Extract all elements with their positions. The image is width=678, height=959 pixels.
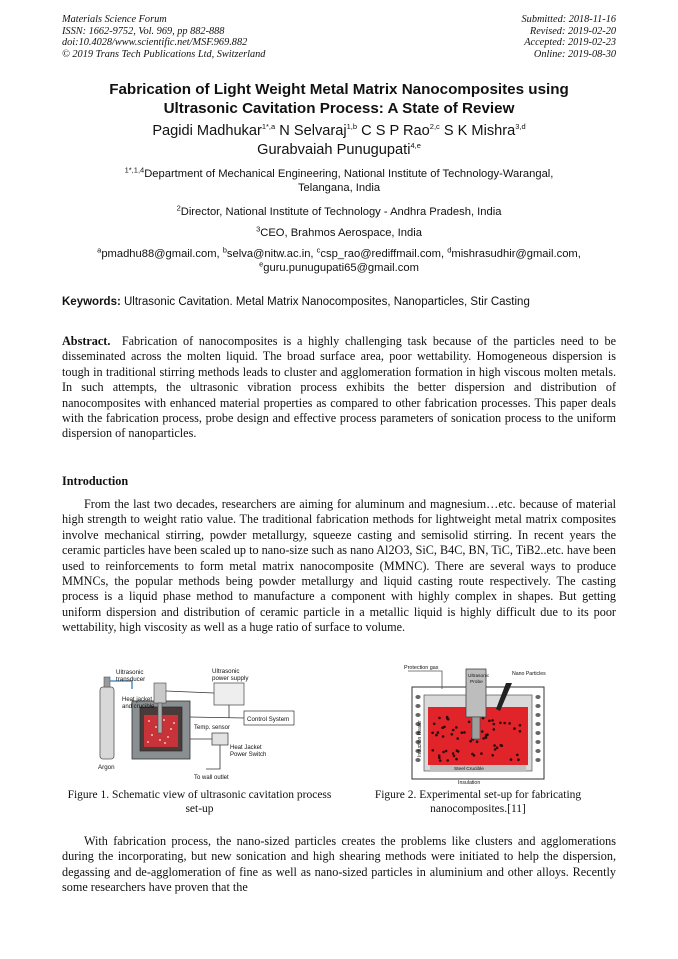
power-supply-box xyxy=(214,683,244,705)
nanoparticle-dot xyxy=(439,759,442,762)
nanoparticle-dot xyxy=(455,758,458,761)
nanoparticle-dot xyxy=(476,740,479,743)
author-sup: 1,b xyxy=(346,122,358,132)
nanoparticle-dot xyxy=(468,721,471,724)
svg-text:Ultrasonic: Ultrasonic xyxy=(212,668,240,675)
author-emails: $^a$pmadhu88@gmail.com, $^b$selva@nitw.ac.in, $^c$csp_rao@rediffmail.com, $^d$mishrasudhir@gmail.com, $^e$guru.punugupati65@gmail.com xyxy=(97,245,581,274)
author-sup: 1*,a xyxy=(261,122,276,132)
nanoparticle-dot xyxy=(433,723,436,726)
nanoparticle-dot xyxy=(431,732,434,735)
section-heading: Introduction xyxy=(62,474,129,488)
author-name: N Selvaraj xyxy=(279,123,347,139)
svg-text:Heat jacket: Heat jacket xyxy=(122,697,153,703)
svg-text:Ultrasonic: Ultrasonic xyxy=(468,674,490,679)
figure-1-schematic xyxy=(94,665,298,783)
affiliation-2 xyxy=(62,203,616,220)
argon-cylinder xyxy=(100,687,114,759)
nanoparticle-dot xyxy=(482,737,485,740)
journal-issn: ISSN: 1662-9752, Vol. 969, pp 882-888 xyxy=(62,25,225,37)
coil-turn xyxy=(535,740,540,744)
nanoparticle-dot xyxy=(488,720,491,723)
nanoparticle-dot xyxy=(499,722,502,725)
author-name: Pagidi Madhukar xyxy=(152,123,262,139)
coil-turn xyxy=(415,695,420,699)
svg-text:Heat Jacket: Heat Jacket xyxy=(230,745,262,751)
nanoparticle-dot xyxy=(445,750,448,753)
affiliation-sup: 3 xyxy=(256,224,261,234)
nanoparticle-dot xyxy=(496,746,499,749)
nanoparticle-dot xyxy=(517,758,520,761)
svg-text:transducer: transducer xyxy=(116,676,146,683)
coil-turn xyxy=(415,713,420,717)
nanoparticle-dot xyxy=(453,755,456,758)
coil-turn xyxy=(535,758,540,762)
nanoparticle-dot xyxy=(510,758,513,761)
keywords-label: Keywords: xyxy=(62,296,121,308)
affiliation-sup: 1*,1,4 xyxy=(124,165,145,175)
coil-turn xyxy=(535,704,540,708)
nanoparticle-dot xyxy=(451,733,454,736)
nanoparticle-dot xyxy=(473,754,476,757)
affiliation-sup: 2 xyxy=(176,203,181,213)
svg-text:Protection gas: Protection gas xyxy=(404,665,439,671)
email-link[interactable]: pmadhu88@gmail.com, xyxy=(101,248,220,260)
svg-text:Insulation: Insulation xyxy=(458,780,481,785)
nanoparticle-dot xyxy=(480,752,483,755)
nanoparticle-dot xyxy=(438,757,441,760)
nanoparticle-dot xyxy=(519,724,522,727)
nanoparticle-dot xyxy=(491,719,494,722)
keywords xyxy=(62,296,616,308)
svg-text:To wall outlet: To wall outlet xyxy=(194,775,229,781)
email-link[interactable]: guru.punugupati65@gmail.com xyxy=(263,261,419,274)
nanoparticle-dot xyxy=(463,731,466,734)
author-name: S K Mishra xyxy=(443,123,516,139)
nanoparticle-dot xyxy=(456,749,459,752)
email-link[interactable]: selva@nitw.ac.in, xyxy=(226,248,314,260)
nanoparticle-dot xyxy=(461,731,464,734)
affiliation-text: Department of Mechanical Engineering, National Institute of Technology-Warangal, xyxy=(144,168,554,180)
svg-text:Temp. sensor: Temp. sensor xyxy=(194,725,231,731)
date-online: Online: 2019-08-30 xyxy=(533,48,616,60)
figure-2-caption: Figure 2. Experimental set-up for fabricating nanocomposites.[11] xyxy=(374,789,582,815)
nanoparticle-dot xyxy=(452,729,455,732)
nanoparticle-dot xyxy=(442,751,445,754)
nanoparticle-dot xyxy=(456,737,459,740)
author-sup: 2,c xyxy=(429,122,440,132)
affiliation-text: Telangana, India xyxy=(297,181,381,194)
affiliation-3 xyxy=(62,224,616,241)
svg-text:Induction Heater: Induction Heater xyxy=(417,720,423,757)
svg-text:Control System: Control System xyxy=(247,716,290,723)
email-link[interactable]: csp_rao@rediffmail.com, xyxy=(320,248,445,260)
coil-turn xyxy=(535,713,540,717)
intro-paragraph-2: With fabrication process, the nano-sized particles creates the problems like clusters and agglomerations during the incorporating, but new sonication and high shearing methods were initiated to help the dispersion, degassing and de-agglomeration of fine as well as nano-sized particles in aluminium and other alloys. Recently some researchers have proven that the xyxy=(62,834,616,895)
author-name: C S P Rao xyxy=(361,123,430,139)
svg-text:and crucible: and crucible xyxy=(122,704,155,710)
nanoparticle-dot xyxy=(516,754,519,757)
author-name: Gurabvaiah Punugupati xyxy=(257,142,411,158)
intro-paragraph-1: From the last two decades, researchers are aiming for aluminum and magnesium…etc. because of material high strength to weight ratio value. The traditional fabrication methods for lightweight metal matrix composites involve mechanical stirring, powder metallurgy, squeeze casting and semisolid stirring. In recent years the ceramic particles have been scaled up to nano-size such as nano Al2O3, SiC, B4C, BN, TiC, TiB2..etc. have been used to reinforcements to form metal matrix nanocomposite (MMNC). There are several ways to produce MMNCs, the popular methods being powder metallurgy and liquid casting route respectively. The casting process is a liquid phase method to manufacture a component with highly complex in shapes. But getting uniform dispersion and distribution of ceramic particle in a metallic liquid is highly difficult due to its poor wettability, high viscosity as well as a huge ratio of surface to volume. xyxy=(62,497,616,635)
nanoparticle-dot xyxy=(432,749,435,752)
author-list xyxy=(62,122,616,160)
paper-title-line1: Fabrication of Light Weight Metal Matrix Nanocomposites using xyxy=(109,81,569,98)
svg-text:power supply: power supply xyxy=(212,675,249,682)
paper-title xyxy=(62,80,616,118)
nanoparticle-dot xyxy=(469,740,472,743)
author-sup: 4,e xyxy=(410,141,421,151)
svg-text:Steel Crucible: Steel Crucible xyxy=(454,767,484,772)
nanoparticle-dot xyxy=(455,726,458,729)
nanoparticle-dot xyxy=(443,726,446,729)
email-link[interactable]: mishrasudhir@gmail.com, xyxy=(451,248,581,260)
nanoparticle-dot xyxy=(485,736,488,739)
affiliation-text: CEO, Brahmos Aerospace, India xyxy=(260,227,422,239)
coil-turn xyxy=(535,722,540,726)
nanoparticle-dot xyxy=(438,717,441,720)
nanoparticle-dot xyxy=(500,744,503,747)
coil-turn xyxy=(415,704,420,708)
nanoparticle-dot xyxy=(446,759,449,762)
nanoparticle-dot xyxy=(437,731,440,734)
nanoparticle-dot xyxy=(519,730,522,733)
affiliation-text: Director, National Institute of Technology - Andhra Pradesh, India xyxy=(180,206,502,218)
nanoparticle-dot xyxy=(503,722,506,725)
keywords-text: Ultrasonic Cavitation. Metal Matrix Nanocomposites, Nanoparticles, Stir Casting xyxy=(124,296,530,308)
paper-title-line2: Ultrasonic Cavitation Process: A State of Review xyxy=(163,100,515,117)
coil-turn xyxy=(535,731,540,735)
abstract-label: Abstract. xyxy=(62,334,111,348)
nanoparticle-dot xyxy=(442,735,445,738)
nanoparticle-dot xyxy=(481,730,484,733)
svg-text:Ultrasonic: Ultrasonic xyxy=(116,669,144,676)
date-accepted: Accepted: 2019-02-23 xyxy=(524,37,616,49)
nanoparticle-dot xyxy=(493,723,496,726)
journal-doi: doi:10.4028/www.scientific.net/MSF.969.882 xyxy=(62,37,248,49)
date-submitted: Submitted: 2018-11-16 xyxy=(521,14,616,25)
svg-text:Power Switch: Power Switch xyxy=(230,752,267,758)
coil-turn xyxy=(535,749,540,753)
nanoparticle-dot xyxy=(493,728,496,731)
journal-copyright: © 2019 Trans Tech Publications Ltd, Switzerland xyxy=(62,48,266,60)
coil-turn xyxy=(415,758,420,762)
coil-turn xyxy=(535,695,540,699)
journal-header-left xyxy=(62,14,265,60)
abstract-text: Fabrication of nanocomposites is a highly challenging task because of the particles need to be disseminated across the molten liquid. The broad surface area, poor wettability. Homogeneous dispersion is tough in traditional stirring methods leads to cluster and agglomeration formation in high viscous molten metals. In such attempts, the ultrasonic vibration process exhibits the better dispersion and distribution of nanocomposites with enhanced material properties as compared to other fabrication processes. This paper deals with the fabrication process, probe design and effective process parameters of sonication process to the uniform dispersion of nanoparticles. xyxy=(62,334,616,441)
affiliation-1 xyxy=(62,165,616,195)
nanoparticle-dot xyxy=(493,744,496,747)
nanoparticle-dot xyxy=(435,734,438,737)
figure-1-caption: Figure 1. Schematic view of ultrasonic cavitation process set-up xyxy=(67,789,332,815)
journal-header-right xyxy=(522,14,616,60)
figure-2-setup xyxy=(402,665,554,785)
nanoparticle-dot xyxy=(452,752,455,755)
date-revised: Revised: 2019-02-20 xyxy=(529,25,616,37)
nanoparticle-dot xyxy=(513,727,516,730)
nanoparticle-dot xyxy=(446,716,449,719)
svg-text:Probe: Probe xyxy=(470,680,483,685)
nanoparticle-dot xyxy=(494,748,497,751)
svg-text:Nano Particles: Nano Particles xyxy=(512,671,546,677)
abstract xyxy=(62,334,616,442)
author-sup: 3,d xyxy=(515,122,526,132)
svg-text:Argon: Argon xyxy=(98,764,115,771)
nanoparticle-dot xyxy=(508,722,511,725)
journal-name: Materials Science Forum xyxy=(62,14,167,25)
nanoparticle-dot xyxy=(491,754,494,757)
